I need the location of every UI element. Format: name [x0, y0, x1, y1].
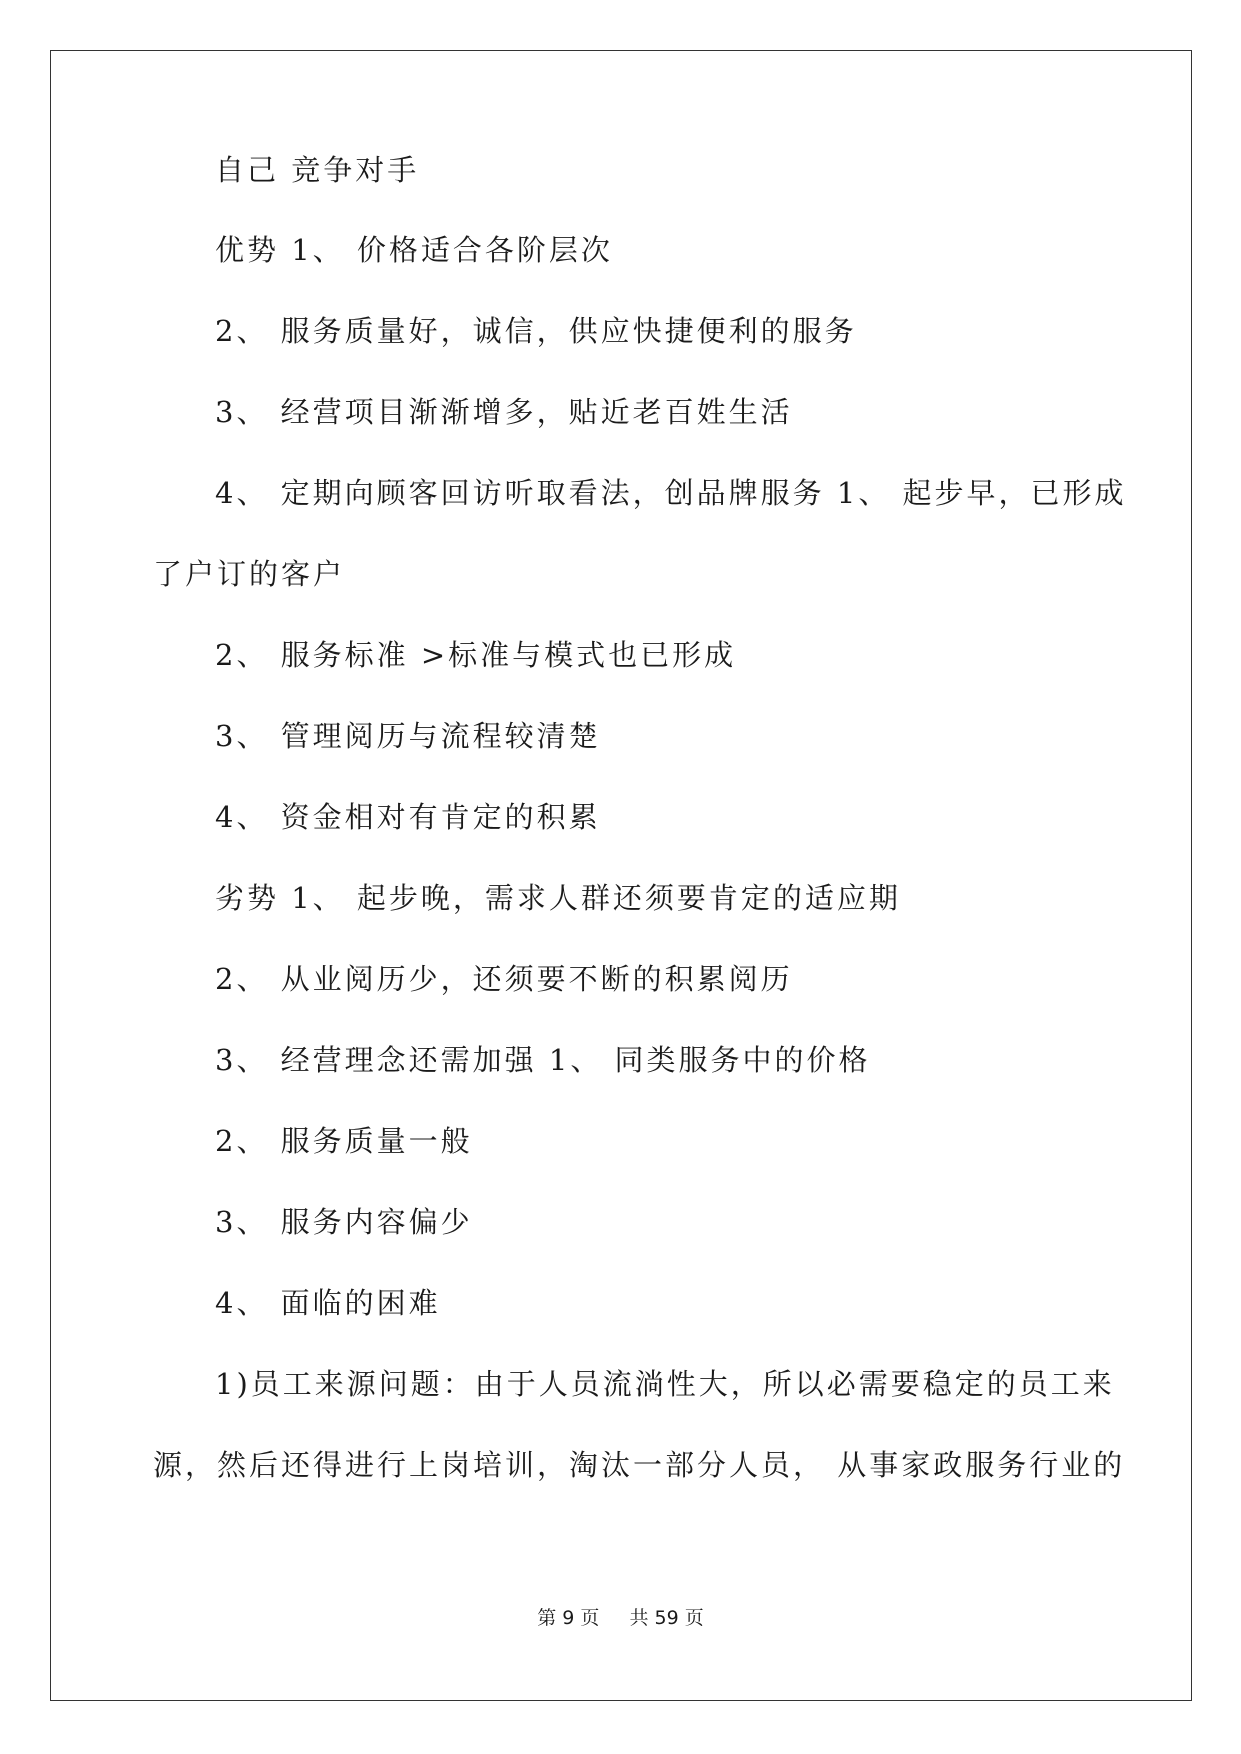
page-number: 第 9 页 — [537, 1607, 600, 1629]
text-line: 2、 服务质量好，诚信，供应快捷便利的服务 — [215, 314, 857, 348]
text-line: 了户订的客户 — [153, 557, 346, 591]
text-line: 自己 竞争对手 — [215, 153, 420, 187]
page-footer — [0, 1606, 1241, 1630]
text-line: 4、 面临的困难 — [215, 1286, 441, 1320]
text-line: 3、 经营理念还需加强 1、 同类服务中的价格 — [215, 1043, 871, 1077]
text-line: 3、 服务内容偏少 — [215, 1205, 473, 1239]
text-line: 2、 从业阅历少，还须要不断的积累阅历 — [215, 962, 793, 996]
page-total: 共 59 页 — [629, 1607, 704, 1629]
text-line: 1)员工来源问题：由于人员流淌性大，所以必需要稳定的员工来 — [215, 1367, 1115, 1401]
text-line: 优势 1、 价格适合各阶层次 — [215, 233, 613, 267]
text-line: 3、 管理阅历与流程较清楚 — [215, 719, 601, 753]
text-line: 4、 定期向顾客回访听取看法，创品牌服务 1、 起步早，已形成 — [215, 476, 1127, 510]
text-line: 源，然后还得进行上岗培训，淘汰一部分人员， 从事家政服务行业的 — [153, 1448, 1126, 1482]
text-line: 2、 服务标准 >标准与模式也已形成 — [215, 638, 737, 672]
text-line: 2、 服务质量一般 — [215, 1124, 473, 1158]
text-line: 4、 资金相对有肯定的积累 — [215, 800, 601, 834]
text-line: 劣势 1、 起步晚，需求人群还须要肯定的适应期 — [215, 881, 901, 915]
text-line: 3、 经营项目渐渐增多，贴近老百姓生活 — [215, 395, 793, 429]
